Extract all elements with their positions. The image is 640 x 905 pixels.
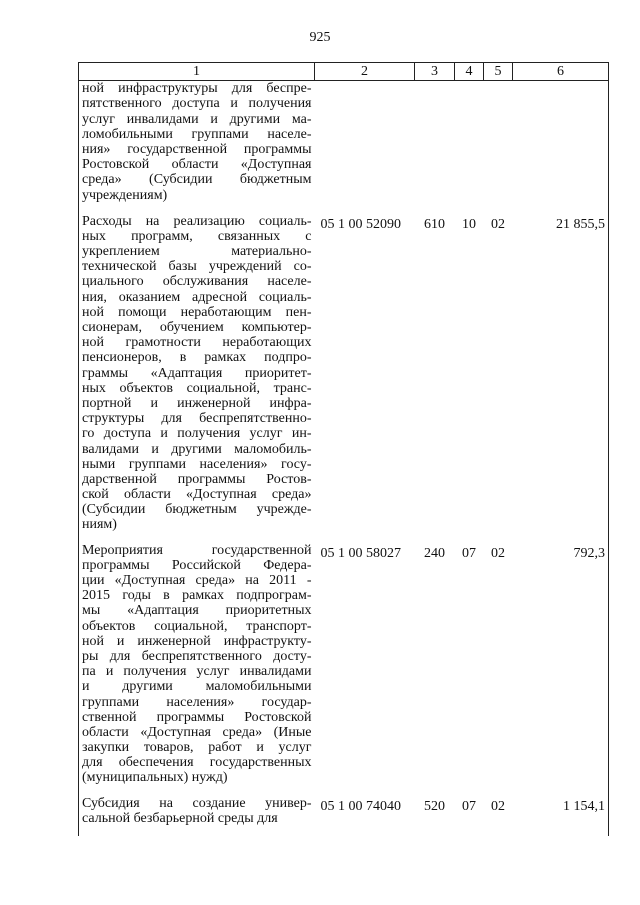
description-line: ния, оказанием адресной социаль- (82, 289, 312, 305)
description-line: ственной программы Ростовской (82, 709, 312, 725)
description-line: ции «Доступная среда» на 2011 - (82, 573, 312, 589)
amount-value: 1 154,1 (513, 796, 609, 836)
description-line: услуг инвалидами и другими ма- (82, 111, 312, 127)
expense-type-code: 610 (424, 216, 445, 232)
subsection-code: 02 (491, 216, 505, 232)
description-line: ных объектов социальной, транс- (82, 380, 312, 396)
table-row (79, 81, 609, 214)
description-line: ломобильными группами населе- (82, 126, 312, 142)
column-header-4: 4 (455, 63, 484, 81)
expense-type-code: 520 (424, 798, 445, 814)
description-line: (муниципальных) нужд) (82, 770, 228, 786)
column-header-3: 3 (415, 63, 455, 81)
description-line: 2015 годы в рамках подпрограм- (82, 588, 312, 604)
description-line: программы Российской Федера- (82, 557, 312, 573)
description-line: сионерам, обучением компьютер- (82, 320, 312, 336)
subsection-code (484, 81, 513, 214)
description-line: объектов социальной, транспорт- (82, 618, 312, 634)
description-line: циального обслуживания населе- (82, 274, 312, 290)
description-line: ры для беспрепятственного досту- (82, 648, 312, 664)
description-line: ных программ, связанных с (82, 228, 312, 244)
description-line: сальной безбарьерной среды для (82, 810, 278, 826)
description-line: дарственной программы Ростов- (82, 471, 312, 487)
description-line: Ростовской области «Доступная (82, 157, 312, 173)
column-header-6: 6 (513, 63, 609, 81)
subsection-code: 02 (491, 545, 505, 561)
description-line: (Субсидии бюджетным учрежде- (82, 502, 312, 518)
description-line: валидами и другими маломобиль- (82, 441, 312, 457)
description-line: среда» (Субсидии бюджетным (82, 172, 312, 188)
table-header-row (79, 63, 609, 81)
row-description (79, 543, 315, 796)
description-line: технической базы учреждений со- (82, 259, 312, 275)
section-code: 07 (462, 545, 476, 561)
budget-code: 05 1 00 74040 (320, 798, 401, 814)
description-line: для обеспечения государственных (82, 755, 312, 771)
description-line: па и получения услуг инвалидами (82, 664, 312, 680)
row-description (79, 81, 315, 214)
table-row (79, 214, 609, 543)
subsection-code: 02 (491, 798, 505, 814)
description-line: Субсидия на создание универ- (82, 795, 312, 811)
description-line: закупки товаров, работ и услуг (82, 740, 312, 756)
section-code: 10 (462, 216, 476, 232)
description-line: ной помощи неработающим пен- (82, 304, 312, 320)
column-header-5: 5 (484, 63, 513, 81)
budget-table (78, 62, 609, 836)
row-description (79, 796, 315, 836)
description-line: ной грамотности неработающих (82, 335, 312, 351)
description-line: Расходы на реализацию социаль- (82, 213, 312, 229)
column-header-2: 2 (315, 63, 415, 81)
description-line: укреплением материально- (82, 244, 312, 260)
table-row (79, 796, 609, 836)
budget-code: 05 1 00 52090 (320, 216, 401, 232)
amount-value (513, 81, 609, 214)
description-line: портной и инженерной инфра- (82, 395, 312, 411)
description-line: ниям) (82, 517, 117, 533)
description-line: граммы «Адаптация приоритет- (82, 365, 312, 381)
page-number: 925 (309, 30, 331, 45)
description-line: ными группами населения» госу- (82, 456, 312, 472)
expense-type-code: 240 (424, 545, 445, 561)
budget-code (315, 81, 415, 214)
expense-type-code (415, 81, 455, 214)
description-line: учреждениям) (82, 187, 168, 203)
description-line: ной инфраструктуры для беспре- (82, 81, 312, 97)
budget-code: 05 1 00 58027 (320, 545, 401, 561)
description-line: и другими маломобильными (82, 679, 312, 695)
section-code (455, 81, 484, 214)
description-line: ния» государственной программы (82, 141, 312, 157)
description-line: структуры для беспрепятственно- (82, 411, 312, 427)
description-line: Мероприятия государственной (82, 542, 312, 558)
column-header-1: 1 (79, 63, 315, 81)
row-description (79, 214, 315, 543)
description-line: мы «Адаптация приоритетных (82, 603, 312, 619)
description-line: ской области «Доступная среда» (82, 487, 312, 503)
amount-value: 21 855,5 (513, 214, 609, 543)
description-line: области «Доступная среда» (Иные (82, 724, 312, 740)
section-code: 07 (462, 798, 476, 814)
description-line: го доступа и получения услуг ин- (82, 426, 312, 442)
description-line: группами населения» государ- (82, 694, 312, 710)
description-line: ной и инженерной инфраструкту- (82, 633, 312, 649)
description-line: пенсионеров, в рамках подпро- (82, 350, 312, 366)
table-row (79, 543, 609, 796)
description-line: пятственного доступа и получения (82, 96, 312, 112)
amount-value: 792,3 (513, 543, 609, 796)
